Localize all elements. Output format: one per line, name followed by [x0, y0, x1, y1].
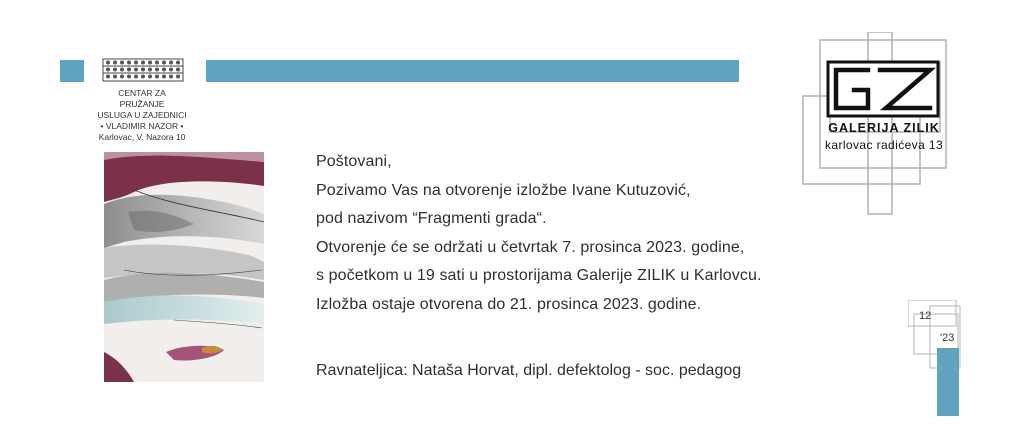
organization-name-line3: • VLADIMIR NAZOR •	[100, 121, 184, 131]
letter-line-1: Pozivamo Vas na otvorenje izložbe Ivane Kutuzović,	[316, 181, 691, 199]
date-year: '23	[940, 332, 955, 344]
letter-line-5: Izložba ostaje otvorena do 21. prosinca 2023. godine.	[316, 295, 702, 313]
letter-signature: Ravnateljica: Nataša Horvat, dipl. defektolog - soc. pedagog	[316, 362, 742, 379]
gallery-name: GALERIJA ZILIK	[828, 121, 940, 135]
artwork-image	[104, 152, 264, 382]
letter-line-4: s početkom u 19 sati u prostorijama Galerije ZILIK u Karlovcu.	[316, 267, 762, 284]
date-month: 12	[919, 310, 932, 322]
organization-name-line1: CENTAR ZA PRUŽANJE	[118, 88, 166, 109]
date-mark-graphic	[908, 300, 964, 416]
gallery-address: karlovac radićeva 13	[824, 138, 944, 152]
accent-bar-main	[206, 60, 739, 82]
organization-name-line2: USLUGA U ZAJEDNICI	[97, 110, 187, 120]
organization-address-line: Karlovac, V. Nazora 10	[98, 132, 186, 142]
letter-line-2: pod nazivom “Fragmenti grada“.	[316, 210, 547, 227]
organization-address	[96, 88, 188, 143]
letter-line-3: Otvorenje će se održati u četvrtak 7. prosinca 2023. godine,	[316, 238, 745, 256]
organization-logo-icon	[102, 58, 184, 82]
accent-bar-small	[60, 60, 84, 82]
invitation-letter	[316, 148, 836, 319]
letter-greeting: Poštovani,	[316, 153, 392, 170]
